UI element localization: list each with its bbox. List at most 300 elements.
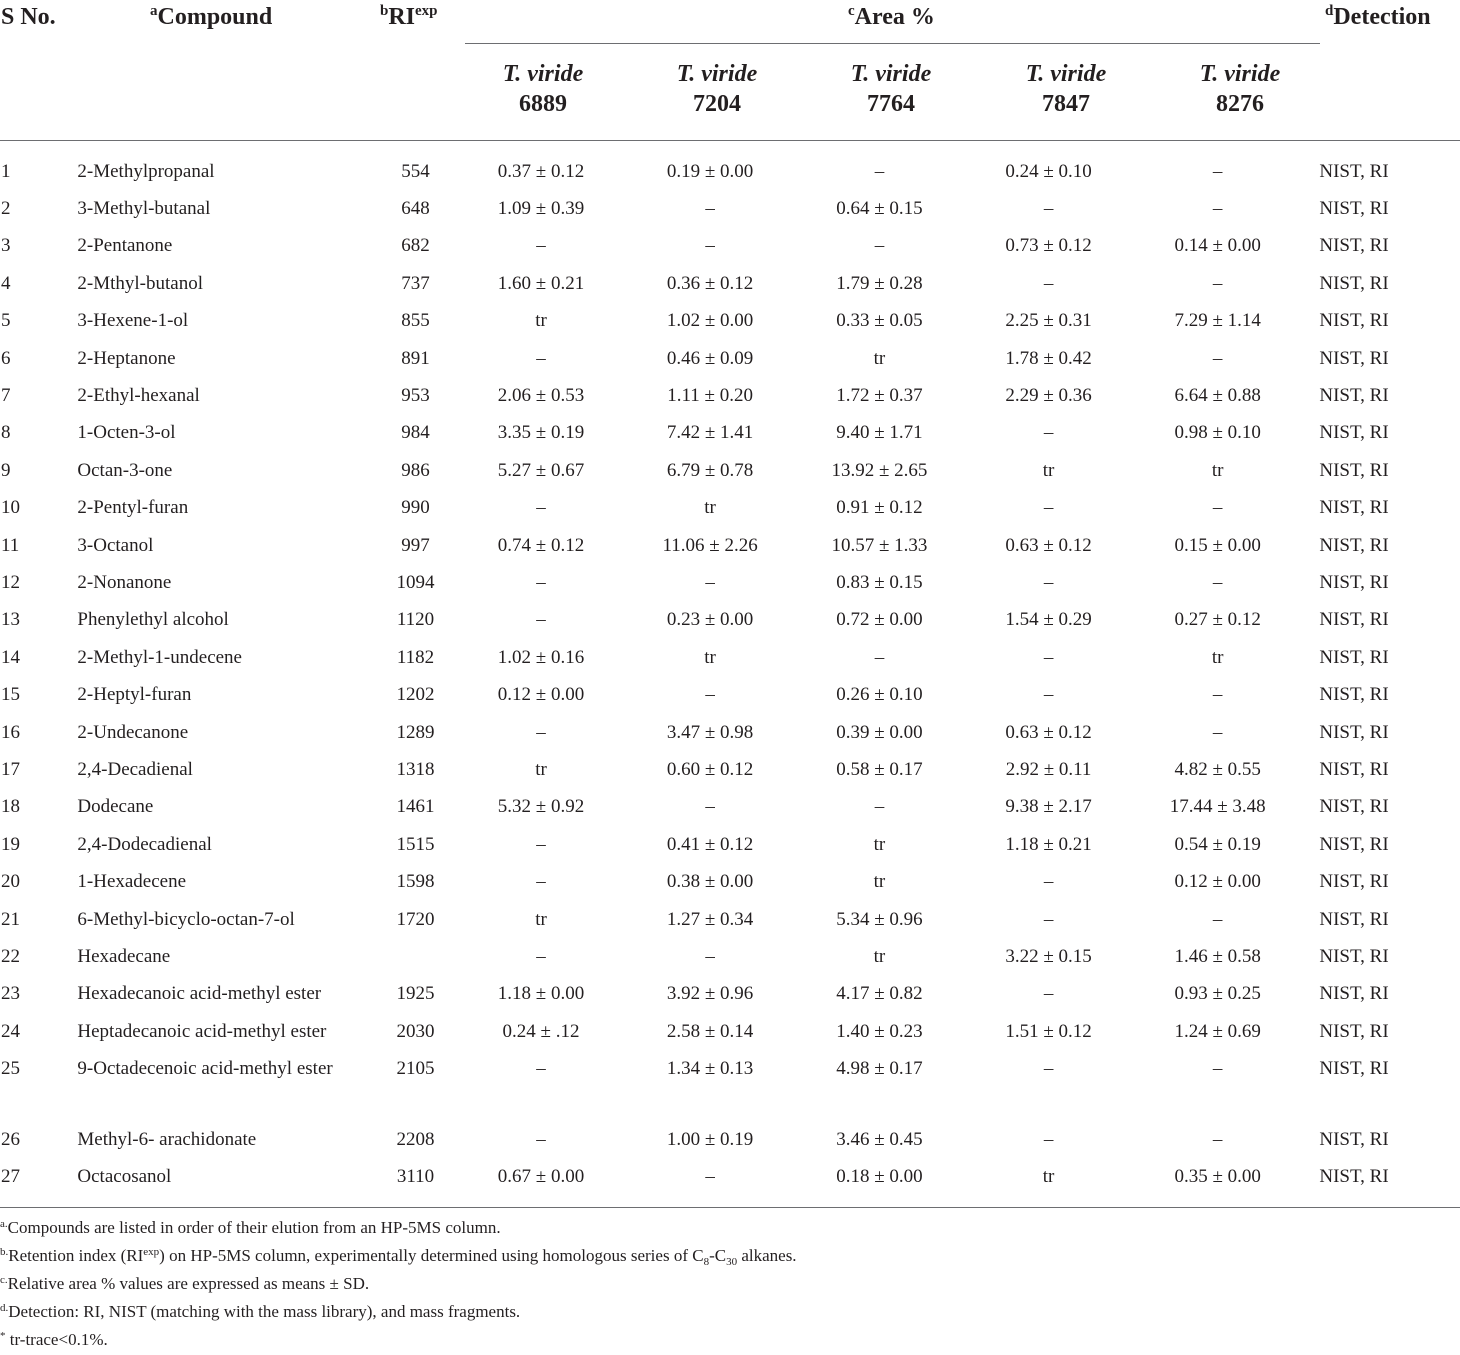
strain-species: T. viride bbox=[1199, 61, 1281, 87]
cell-ri: 3110 bbox=[396, 1166, 435, 1188]
cell-area-value: 0.98 ± 0.10 bbox=[1174, 422, 1261, 444]
table-row bbox=[0, 1121, 1460, 1158]
cell-area-value: 5.34 ± 0.96 bbox=[836, 908, 923, 930]
cell-area-value: – bbox=[536, 235, 546, 257]
table-row bbox=[0, 452, 1460, 489]
cell-area-value: 0.39 ± 0.00 bbox=[836, 721, 923, 743]
cell-detection: NIST, RI bbox=[1319, 385, 1389, 407]
table-row bbox=[0, 1159, 1460, 1196]
table-row bbox=[0, 564, 1460, 601]
footnote-sup: exp bbox=[143, 1246, 160, 1258]
cell-ri: 2105 bbox=[396, 1058, 435, 1080]
cell-sn: 9 bbox=[1, 459, 11, 481]
cell-area-value: – bbox=[1212, 908, 1223, 930]
cell-detection: NIST, RI bbox=[1319, 310, 1389, 332]
cell-area-value: 0.91 ± 0.12 bbox=[836, 497, 923, 519]
cell-compound: Octan-3-one bbox=[77, 459, 173, 481]
cell-sn: 3 bbox=[1, 235, 11, 257]
cell-area-value: 2.92 ± 0.11 bbox=[1005, 758, 1092, 780]
cell-area-value: – bbox=[1212, 684, 1223, 706]
cell-area-value: 0.36 ± 0.12 bbox=[666, 272, 754, 294]
cell-area-value: 7.42 ± 1.41 bbox=[666, 422, 754, 444]
cell-area-value: – bbox=[705, 1166, 715, 1188]
cell-detection: NIST, RI bbox=[1319, 908, 1389, 930]
cell-sn: 16 bbox=[1, 721, 20, 743]
cell-sn: 23 bbox=[1, 983, 20, 1005]
table-row bbox=[0, 1013, 1460, 1050]
footnote-text: alkanes. bbox=[737, 1246, 797, 1265]
cell-area-value: 0.33 ± 0.05 bbox=[836, 310, 923, 332]
cell-area-value: 0.37 ± 0.12 bbox=[497, 160, 585, 182]
cell-area-value: – bbox=[536, 1058, 546, 1080]
cell-ri bbox=[374, 938, 456, 975]
cell-compound: 2-Nonanone bbox=[77, 571, 172, 593]
footnote-mark: a bbox=[150, 3, 158, 19]
cell-compound: 2-Ethyl-hexanal bbox=[77, 385, 200, 407]
cell-area-value: 2.25 ± 0.31 bbox=[1005, 310, 1092, 332]
footnote-mark: * bbox=[0, 1330, 6, 1342]
cell-area-value: – bbox=[1043, 908, 1054, 930]
cell-area-value: 1.54 ± 0.29 bbox=[1005, 609, 1092, 631]
cell-area-value: 7.29 ± 1.14 bbox=[1174, 310, 1261, 332]
footnote-text: Compounds are listed in order of their elution from an HP-5MS column. bbox=[7, 1218, 501, 1237]
cell-compound: Octacosanol bbox=[77, 1166, 172, 1188]
cell-compound: Heptadecanoic acid-methyl ester bbox=[77, 1020, 327, 1042]
cell-detection: NIST, RI bbox=[1319, 833, 1389, 855]
cell-area-value: 3.92 ± 0.96 bbox=[666, 983, 754, 1005]
cell-area-value: 1.02 ± 0.16 bbox=[497, 646, 585, 668]
cell-area-value: – bbox=[705, 796, 715, 818]
data-table bbox=[0, 153, 1460, 1196]
cell-compound: 2-Pentanone bbox=[77, 235, 173, 257]
cell-detection: NIST, RI bbox=[1319, 646, 1389, 668]
cell-sn: 5 bbox=[1, 310, 11, 332]
cell-detection: NIST, RI bbox=[1319, 534, 1389, 556]
cell-area-value: 0.19 ± 0.00 bbox=[666, 160, 754, 182]
cell-ri: 1094 bbox=[396, 571, 435, 593]
cell-area-value: 0.23 ± 0.00 bbox=[666, 609, 754, 631]
cell-area-value: 10.57 ± 1.33 bbox=[831, 534, 928, 556]
cell-area-value: 0.41 ± 0.12 bbox=[666, 833, 754, 855]
cell-detection: NIST, RI bbox=[1319, 796, 1389, 818]
footnote-a bbox=[0, 1215, 797, 1243]
cell-sn: 8 bbox=[1, 422, 11, 444]
cell-area-value: 0.24 ± .12 bbox=[502, 1020, 580, 1042]
cell-ri: 1461 bbox=[396, 796, 435, 818]
footnote-mark: c bbox=[848, 3, 855, 19]
cell-area-value: tr bbox=[1211, 646, 1224, 668]
footnote-mark: b bbox=[380, 3, 389, 19]
cell-area-value: – bbox=[536, 497, 546, 519]
cell-area-value: 1.72 ± 0.37 bbox=[836, 385, 923, 407]
cell-ri: 1289 bbox=[396, 721, 435, 743]
cell-area-value: 1.40 ± 0.23 bbox=[836, 1020, 923, 1042]
cell-area-value: tr bbox=[1042, 1166, 1055, 1188]
cell-area-value: 1.78 ± 0.42 bbox=[1005, 347, 1092, 369]
cell-area-value: 0.12 ± 0.00 bbox=[1174, 871, 1261, 893]
cell-area-value: 2.29 ± 0.36 bbox=[1005, 385, 1092, 407]
footnote-mark: a. bbox=[0, 1218, 8, 1230]
cell-sn: 18 bbox=[1, 796, 20, 818]
cell-area-value: 1.02 ± 0.00 bbox=[666, 310, 754, 332]
cell-detection: NIST, RI bbox=[1319, 497, 1389, 519]
cell-ri: 1202 bbox=[396, 684, 435, 706]
table-row bbox=[0, 976, 1460, 1013]
cell-compound: 3-Methyl-butanal bbox=[77, 198, 211, 220]
cell-area-value: tr bbox=[535, 908, 547, 930]
cell-area-value: 3.46 ± 0.45 bbox=[836, 1129, 923, 1151]
cell-area-value: 0.58 ± 0.17 bbox=[836, 758, 923, 780]
footnote-text: Retention index (RI bbox=[8, 1246, 144, 1265]
cell-area-value: – bbox=[536, 347, 546, 369]
cell-compound: 1-Hexadecene bbox=[77, 871, 187, 893]
cell-area-value: 3.35 ± 0.19 bbox=[497, 422, 585, 444]
cell-area-value: 1.00 ± 0.19 bbox=[666, 1129, 754, 1151]
cell-detection: NIST, RI bbox=[1319, 758, 1389, 780]
header-ri-sup: exp bbox=[415, 3, 438, 19]
cell-area-value: tr bbox=[873, 833, 886, 855]
cell-detection: NIST, RI bbox=[1319, 422, 1389, 444]
cell-ri: 648 bbox=[401, 198, 430, 220]
footnote-text: Relative area % values are expressed as means ± SD. bbox=[7, 1274, 370, 1293]
cell-area-value: 0.18 ± 0.00 bbox=[836, 1166, 923, 1188]
cell-ri: 997 bbox=[401, 534, 430, 556]
cell-area-value: 2.58 ± 0.14 bbox=[666, 1020, 754, 1042]
cell-area-value: 0.74 ± 0.12 bbox=[497, 534, 585, 556]
cell-ri: 2030 bbox=[396, 1020, 435, 1042]
footnote-sub: 8 bbox=[703, 1256, 710, 1268]
cell-sn: 10 bbox=[1, 497, 20, 519]
strain-number: 7204 bbox=[693, 91, 741, 117]
cell-detection: NIST, RI bbox=[1319, 459, 1389, 481]
cell-detection: NIST, RI bbox=[1319, 983, 1389, 1005]
table-row bbox=[0, 1050, 1460, 1121]
cell-area-value: – bbox=[1043, 871, 1054, 893]
cell-area-value: 11.06 ± 2.26 bbox=[662, 534, 758, 556]
cell-compound: Hexadecanoic acid-methyl ester bbox=[77, 983, 322, 1005]
footnote-d bbox=[0, 1299, 797, 1327]
cell-compound: 2-Pentyl-furan bbox=[77, 497, 189, 519]
footnote-text: tr-trace<0.1%. bbox=[5, 1330, 108, 1349]
cell-area-value: tr bbox=[704, 497, 716, 519]
cell-area-value: – bbox=[705, 571, 715, 593]
cell-ri: 737 bbox=[401, 272, 430, 294]
cell-area-value: – bbox=[874, 646, 885, 668]
cell-area-value: 0.93 ± 0.25 bbox=[1174, 983, 1261, 1005]
cell-area-value: – bbox=[1043, 497, 1054, 519]
cell-area-value: – bbox=[1212, 571, 1223, 593]
cell-area-value: tr bbox=[1211, 459, 1224, 481]
cell-sn: 6 bbox=[1, 347, 11, 369]
cell-area-value: 5.27 ± 0.67 bbox=[497, 459, 585, 481]
cell-sn: 4 bbox=[1, 272, 11, 294]
cell-area-value: – bbox=[536, 721, 546, 743]
footnote-text: ) on HP-5MS column, experimentally determined using homologous series of C bbox=[159, 1246, 704, 1265]
strain-number: 7764 bbox=[867, 91, 915, 117]
cell-sn: 11 bbox=[1, 534, 20, 556]
cell-area-value: 4.98 ± 0.17 bbox=[836, 1058, 923, 1080]
header-area bbox=[848, 2, 935, 35]
cell-ri: 984 bbox=[401, 422, 430, 444]
header-rule bbox=[0, 140, 1460, 141]
cell-area-value: 0.60 ± 0.12 bbox=[666, 758, 754, 780]
cell-area-value: 1.11 ± 0.20 bbox=[667, 385, 753, 407]
cell-area-value: 0.35 ± 0.00 bbox=[1174, 1166, 1261, 1188]
cell-compound: 2-Heptanone bbox=[77, 347, 176, 369]
cell-ri: 1598 bbox=[396, 871, 435, 893]
header-compound-label: Compound bbox=[157, 4, 273, 30]
cell-detection: NIST, RI bbox=[1319, 272, 1389, 294]
footnote-b bbox=[0, 1243, 797, 1271]
cell-area-value: – bbox=[705, 235, 715, 257]
cell-detection: NIST, RI bbox=[1319, 198, 1389, 220]
cell-area-value: – bbox=[1043, 684, 1054, 706]
cell-compound: 6-Methyl-bicyclo-octan-7-ol bbox=[77, 908, 295, 930]
cell-compound: 2-Methylpropanal bbox=[77, 160, 215, 182]
cell-area-value: – bbox=[536, 609, 546, 631]
cell-compound: Dodecane bbox=[77, 796, 154, 818]
cell-ri: 986 bbox=[401, 459, 430, 481]
cell-area-value: tr bbox=[873, 347, 886, 369]
cell-area-value: 9.40 ± 1.71 bbox=[836, 422, 923, 444]
cell-area-value: – bbox=[1043, 1058, 1054, 1080]
cell-compound: 2,4-Decadienal bbox=[77, 758, 193, 780]
table-row bbox=[0, 639, 1460, 676]
cell-area-value: tr bbox=[873, 945, 886, 967]
cell-detection: NIST, RI bbox=[1319, 1129, 1389, 1151]
cell-sn: 13 bbox=[1, 609, 20, 631]
cell-area-value: 3.22 ± 0.15 bbox=[1005, 945, 1092, 967]
cell-area-value: – bbox=[1043, 1129, 1054, 1151]
cell-area-value: 0.63 ± 0.12 bbox=[1005, 721, 1092, 743]
strain-header bbox=[804, 59, 978, 119]
strain-header bbox=[1153, 59, 1327, 119]
cell-ri: 1182 bbox=[396, 646, 435, 668]
strain-number: 6889 bbox=[519, 91, 567, 117]
cell-area-value: 2.06 ± 0.53 bbox=[497, 385, 585, 407]
cell-detection: NIST, RI bbox=[1319, 235, 1389, 257]
cell-area-value: – bbox=[874, 235, 885, 257]
cell-area-value: – bbox=[536, 1129, 546, 1151]
strain-number: 8276 bbox=[1216, 91, 1264, 117]
cell-area-value: 1.51 ± 0.12 bbox=[1005, 1020, 1092, 1042]
cell-area-value: 0.54 ± 0.19 bbox=[1174, 833, 1261, 855]
cell-area-value: 0.63 ± 0.12 bbox=[1005, 534, 1092, 556]
cell-area-value: – bbox=[1043, 571, 1054, 593]
cell-compound: Hexadecane bbox=[77, 945, 171, 967]
table-row bbox=[0, 377, 1460, 414]
header-sn: S No. bbox=[1, 4, 56, 30]
cell-area-value: 0.38 ± 0.00 bbox=[666, 871, 754, 893]
cell-sn: 17 bbox=[1, 758, 20, 780]
cell-area-value: 0.64 ± 0.15 bbox=[836, 198, 923, 220]
cell-area-value: – bbox=[1043, 983, 1054, 1005]
cell-ri: 1318 bbox=[396, 758, 435, 780]
cell-compound: 3-Hexene-1-ol bbox=[77, 310, 189, 332]
cell-area-value: 13.92 ± 2.65 bbox=[831, 459, 928, 481]
cell-area-value: tr bbox=[873, 871, 886, 893]
cell-detection: NIST, RI bbox=[1319, 945, 1389, 967]
cell-compound: 2,4-Dodecadienal bbox=[77, 833, 212, 855]
cell-detection: NIST, RI bbox=[1319, 571, 1389, 593]
header-compound bbox=[150, 2, 272, 35]
strain-header bbox=[979, 59, 1153, 119]
footnote-mark: d bbox=[1325, 3, 1334, 19]
cell-area-value: 4.82 ± 0.55 bbox=[1174, 758, 1261, 780]
cell-area-value: 1.46 ± 0.58 bbox=[1174, 945, 1261, 967]
cell-area-value: 5.32 ± 0.92 bbox=[497, 796, 585, 818]
cell-detection: NIST, RI bbox=[1319, 609, 1389, 631]
cell-detection: NIST, RI bbox=[1319, 1020, 1389, 1042]
strain-species: T. viride bbox=[502, 61, 584, 87]
cell-area-value: 4.17 ± 0.82 bbox=[836, 983, 923, 1005]
cell-sn: 26 bbox=[1, 1129, 20, 1151]
cell-ri: 1925 bbox=[396, 983, 435, 1005]
cell-area-value: – bbox=[705, 198, 715, 220]
cell-area-value: – bbox=[874, 796, 885, 818]
cell-area-value: 1.24 ± 0.69 bbox=[1174, 1020, 1261, 1042]
cell-detection: NIST, RI bbox=[1319, 347, 1389, 369]
cell-area-value: 1.09 ± 0.39 bbox=[497, 198, 585, 220]
cell-ri: 682 bbox=[401, 235, 430, 257]
cell-compound: Methyl-6- arachidonate bbox=[77, 1129, 257, 1151]
cell-area-value: 0.83 ± 0.15 bbox=[836, 571, 923, 593]
cell-detection: NIST, RI bbox=[1319, 1166, 1389, 1188]
footnote-e bbox=[0, 1327, 797, 1355]
cell-sn: 15 bbox=[1, 684, 20, 706]
footnote-text: -C bbox=[709, 1246, 727, 1265]
footnote-mark: d. bbox=[0, 1302, 9, 1314]
header-ri-label: RI bbox=[388, 4, 416, 30]
cell-sn: 22 bbox=[1, 945, 20, 967]
cell-area-value: – bbox=[705, 945, 715, 967]
cell-detection: NIST, RI bbox=[1319, 1058, 1389, 1080]
cell-compound: 1-Octen-3-ol bbox=[77, 422, 176, 444]
cell-area-value: 0.15 ± 0.00 bbox=[1174, 534, 1261, 556]
footnotes bbox=[0, 1215, 797, 1355]
cell-ri: 1120 bbox=[396, 609, 435, 631]
table-row bbox=[0, 676, 1460, 713]
cell-area-value: 0.24 ± 0.10 bbox=[1005, 160, 1092, 182]
table-row bbox=[0, 415, 1460, 452]
footnote-mark: c. bbox=[0, 1274, 8, 1286]
cell-area-value: 1.34 ± 0.13 bbox=[666, 1058, 754, 1080]
cell-area-value: – bbox=[1212, 272, 1223, 294]
header-detection-label: Detection bbox=[1333, 4, 1431, 30]
cell-area-value: tr bbox=[704, 646, 716, 668]
cell-area-value: – bbox=[1043, 422, 1054, 444]
header-area-label: Area % bbox=[854, 4, 935, 30]
table-row bbox=[0, 527, 1460, 564]
table-row bbox=[0, 602, 1460, 639]
strain-species: T. viride bbox=[676, 61, 758, 87]
strain-header bbox=[456, 59, 630, 119]
cell-area-value: – bbox=[536, 871, 546, 893]
cell-compound: Phenylethyl alcohol bbox=[77, 609, 229, 631]
cell-area-value: – bbox=[536, 945, 546, 967]
cell-sn: 19 bbox=[1, 833, 20, 855]
cell-area-value: – bbox=[1212, 1129, 1223, 1151]
cell-area-value: – bbox=[1043, 272, 1054, 294]
table-row bbox=[0, 863, 1460, 900]
cell-area-value: 0.14 ± 0.00 bbox=[1174, 235, 1261, 257]
strain-header bbox=[630, 59, 804, 119]
table-row bbox=[0, 826, 1460, 863]
table-row bbox=[0, 228, 1460, 265]
cell-ri: 891 bbox=[401, 347, 430, 369]
footnote-mark: b. bbox=[0, 1246, 9, 1258]
cell-area-value: 0.12 ± 0.00 bbox=[497, 684, 585, 706]
cell-area-value: 0.72 ± 0.00 bbox=[836, 609, 923, 631]
table-bottom-rule bbox=[0, 1207, 1460, 1208]
cell-area-value: – bbox=[874, 160, 885, 182]
table-row bbox=[0, 340, 1460, 377]
cell-area-value: 1.27 ± 0.34 bbox=[666, 908, 754, 930]
cell-sn: 24 bbox=[1, 1020, 20, 1042]
cell-sn: 1 bbox=[1, 160, 11, 182]
table-row bbox=[0, 901, 1460, 938]
cell-area-value: 6.79 ± 0.78 bbox=[666, 459, 754, 481]
table-row bbox=[0, 153, 1460, 190]
cell-ri: 953 bbox=[401, 385, 430, 407]
cell-area-value: 0.73 ± 0.12 bbox=[1005, 235, 1092, 257]
cell-detection: NIST, RI bbox=[1319, 721, 1389, 743]
cell-area-value: – bbox=[1212, 721, 1223, 743]
cell-area-value: – bbox=[1043, 646, 1054, 668]
cell-area-value: – bbox=[1212, 497, 1223, 519]
cell-area-value: 0.67 ± 0.00 bbox=[497, 1166, 585, 1188]
cell-sn: 20 bbox=[1, 871, 20, 893]
cell-area-value: – bbox=[536, 571, 546, 593]
cell-sn: 25 bbox=[1, 1058, 20, 1080]
cell-area-value: 6.64 ± 0.88 bbox=[1174, 385, 1261, 407]
footnote-sub: 30 bbox=[726, 1256, 738, 1268]
cell-area-value: 0.27 ± 0.12 bbox=[1174, 609, 1261, 631]
cell-ri: 554 bbox=[401, 160, 430, 182]
cell-area-value: 1.60 ± 0.21 bbox=[497, 272, 585, 294]
cell-area-value: 0.26 ± 0.10 bbox=[836, 684, 923, 706]
cell-area-value: – bbox=[1212, 347, 1223, 369]
cell-area-value: 1.18 ± 0.00 bbox=[497, 983, 585, 1005]
strain-number: 7847 bbox=[1042, 91, 1090, 117]
cell-area-value: 9.38 ± 2.17 bbox=[1005, 796, 1092, 818]
strain-species: T. viride bbox=[1025, 61, 1107, 87]
cell-area-value: 3.47 ± 0.98 bbox=[666, 721, 754, 743]
cell-compound: 3-Octanol bbox=[77, 534, 154, 556]
cell-sn: 14 bbox=[1, 646, 20, 668]
table-row bbox=[0, 714, 1460, 751]
cell-area-value: 1.79 ± 0.28 bbox=[836, 272, 923, 294]
cell-detection: NIST, RI bbox=[1319, 160, 1389, 182]
cell-area-value: tr bbox=[535, 310, 547, 332]
strain-species: T. viride bbox=[850, 61, 932, 87]
cell-area-value: tr bbox=[535, 758, 547, 780]
cell-ri: 2208 bbox=[396, 1129, 435, 1151]
cell-compound: 2-Heptyl-furan bbox=[77, 684, 192, 706]
cell-sn: 7 bbox=[1, 385, 11, 407]
cell-area-value: 0.46 ± 0.09 bbox=[666, 347, 754, 369]
table-row bbox=[0, 789, 1460, 826]
table-row bbox=[0, 490, 1460, 527]
footnote-c bbox=[0, 1271, 797, 1299]
cell-ri: 855 bbox=[401, 310, 430, 332]
table-row bbox=[0, 938, 1460, 975]
cell-area-value: 1.18 ± 0.21 bbox=[1005, 833, 1092, 855]
cell-detection: NIST, RI bbox=[1319, 871, 1389, 893]
cell-compound: 2-Methyl-1-undecene bbox=[77, 646, 242, 668]
footnote-text: Detection: RI, NIST (matching with the mass library), and mass fragments. bbox=[8, 1302, 521, 1321]
header-detection bbox=[1325, 2, 1431, 35]
